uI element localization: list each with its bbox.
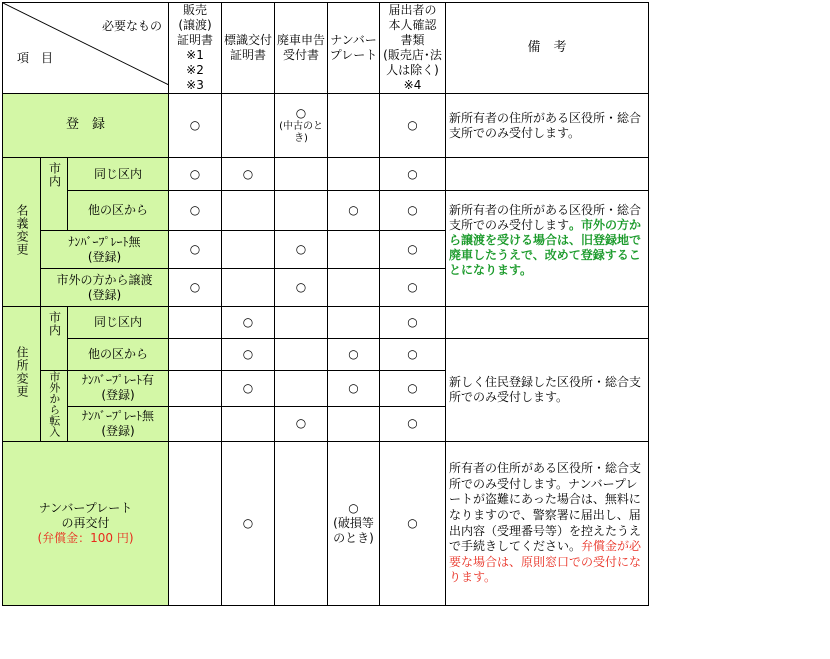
mark: ○ xyxy=(380,442,446,606)
header-number-plate: ナンバー プレート xyxy=(328,3,380,94)
registration-requirements-table xyxy=(2,2,649,606)
mark: ○ xyxy=(380,406,446,442)
row-label-same-ward: 同じ区内 xyxy=(68,307,169,339)
sub-group-in-city: 市内 xyxy=(41,307,68,371)
header-required-items: 必要なもの xyxy=(102,19,163,33)
mark: ○ xyxy=(380,191,446,231)
mark: ○ xyxy=(169,191,222,231)
mark: ○ xyxy=(275,406,328,442)
mark: ○ xyxy=(169,231,222,269)
fee-text: (弁償金：100 円) xyxy=(37,531,134,545)
sub-group-from-outside: 市外から転入 xyxy=(41,371,68,442)
header-scrap-receipt: 廃車申告 受付書 xyxy=(275,3,328,94)
diagonal-header-cell xyxy=(3,3,169,94)
mark: ○ xyxy=(275,269,328,307)
sub-group-in-city: 市内 xyxy=(41,158,68,231)
mark: ○ xyxy=(380,339,446,371)
row-label-plate-reissue: ナンバープレート の再交付 (弁償金：100 円) xyxy=(3,442,169,606)
remark-name-change: 新所有者の住所がある区役所・総合支所でのみ受付します。市外の方から譲渡を受ける場合は、旧登録地で廃車したうえで、改めて登録することになります。 xyxy=(446,191,649,307)
row-label-other-ward: 他の区から xyxy=(68,339,169,371)
mark: ○ xyxy=(275,231,328,269)
header-id-document: 届出者の 本人確認 書類 (販売店･法 人は除く) ※4 xyxy=(380,3,446,94)
row-label-no-plate: ﾅﾝﾊﾞｰﾌﾟﾚｰﾄ無 (登録) xyxy=(41,231,169,269)
mark: ○ xyxy=(222,442,275,606)
remark-plate-reissue: 所有者の住所がある区役所・総合支所でのみ受付します。ナンバープレートが盗難にあった場合は、無料になりますので、警察署に届出し、届出内容（受理番号等）を控えたうえで手続きしてください。弁償金が必要な場合は、原則窓口での受付になります。 xyxy=(446,442,649,606)
mark: ○ xyxy=(380,158,446,191)
remark-address-change: 新しく住民登録した区役所・総合支所でのみ受付します。 xyxy=(446,339,649,442)
mark: ○ xyxy=(380,94,446,158)
mark-with-note: ○ (破損等 のとき) xyxy=(328,442,380,606)
row-label-with-plate: ﾅﾝﾊﾞｰﾌﾟﾚｰﾄ有 (登録) xyxy=(68,371,169,407)
mark: ○ xyxy=(169,269,222,307)
mark: ○ xyxy=(328,371,380,407)
row-label-same-ward: 同じ区内 xyxy=(68,158,169,191)
group-name-change: 名義変更 xyxy=(3,158,41,307)
mark: ○ xyxy=(380,231,446,269)
header-remarks: 備 考 xyxy=(446,3,649,94)
remark-registration: 新所有者の住所がある区役所・総合支所でのみ受付します。 xyxy=(446,94,649,158)
row-label-registration: 登 録 xyxy=(3,94,169,158)
header-sales-certificate: 販売 (譲渡) 証明書 ※1 ※2 ※3 xyxy=(169,3,222,94)
mark: ○ xyxy=(222,307,275,339)
mark: ○ xyxy=(169,94,222,158)
mark: ○ xyxy=(222,158,275,191)
row-label-other-ward: 他の区から xyxy=(68,191,169,231)
mark: ○ xyxy=(222,371,275,407)
row-label-no-plate: ﾅﾝﾊﾞｰﾌﾟﾚｰﾄ無 (登録) xyxy=(68,406,169,442)
mark: ○ xyxy=(380,371,446,407)
mark: ○ xyxy=(380,269,446,307)
mark: ○ xyxy=(380,307,446,339)
mark: ○ xyxy=(169,158,222,191)
group-address-change: 住所変更 xyxy=(3,307,41,442)
mark: ○ xyxy=(222,339,275,371)
mark: ○ xyxy=(328,339,380,371)
mark: ○ xyxy=(328,191,380,231)
header-sign-certificate: 標識交付 証明書 xyxy=(222,3,275,94)
header-item: 項 目 xyxy=(17,51,54,65)
mark-with-note: ○ (中古のとき) xyxy=(275,94,328,158)
row-label-transfer-from-outside: 市外の方から譲渡 (登録) xyxy=(41,269,169,307)
diagonal-line xyxy=(3,3,169,85)
